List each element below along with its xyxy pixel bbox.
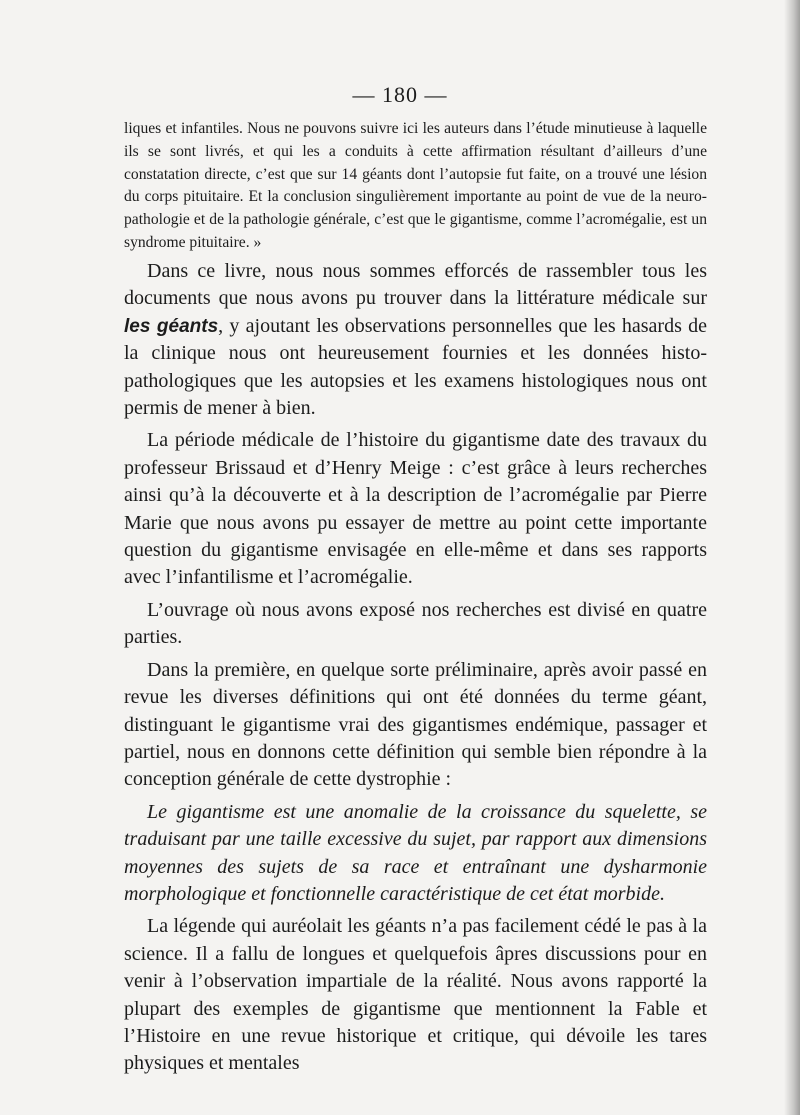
paragraph-1-start: Dans ce livre, nous nous sommes efforcés de rassembler tous les documents que nous avons pu trouver dans la littérature médicale sur	[124, 260, 707, 310]
definition-paragraph: Le gigantisme est une anomalie de la croissance du squelette, se traduisant par une taille excessive du sujet, par rapport aux dimensions moyennes des sujets de sa race et entraînant une dysharmonie morphologique et fonctionnelle caractéristique de cet état morbide.	[124, 800, 707, 905]
body-text	[124, 258, 707, 1083]
paragraph-6: La légende qui auréolait les géants n’a pas facilement cédé le pas à la science. Il a fallu de longues et quelquefois âpres discussions pour en venir à l’observation impartiale de la réalité. Nous avons rapporté la plupart des exemples de gigantisme que mentionnent la Fable et l’Histoire en une revue historique et critique, qui dévoile les tares physiques et mentales	[124, 915, 707, 1075]
paragraph-1	[124, 258, 707, 422]
quote-text: liques et infantiles. Nous ne pouvons suivre ici les auteurs dans l’étude minutieuse à laquelle ils se sont livrés, et qui les a conduits à cette affirmation résultant d’ailleurs d’une constatation directe, c’est que sur 14 géants dont l’autopsie fut faite, on a trouvé une lésion du corps pituitaire. Et la conclusion singulièrement importante au point de vue de la neuro-pathologie et de la pathologie générale, c’est que le gigantisme, comme l’acromégalie, est un syndrome pituitaire. »	[124, 120, 707, 251]
page-number: — 180 —	[352, 82, 448, 107]
paragraph-2: La période médicale de l’histoire du gigantisme date des travaux du professeur Brissaud et d’Henry Meige : c’est grâce à leurs recherches ainsi qu’à la découverte et à la description de l’acromégalie par Pierre Marie que nous avons pu essayer de mettre au point cette importante question du gigantisme envisagée en elle-même et dans ses rapports avec l’infantilisme et l’acromégalie.	[124, 429, 707, 589]
page-edge-shadow	[784, 0, 800, 1115]
paragraph-4: Dans la première, en quelque sorte préliminaire, après avoir passé en revue les diverses définitions qui ont été données du terme géant, distinguant le gigantisme vrai des gigantismes endémique, passager et partiel, nous en donnons cette définition qui semble bien répondre à la conception générale de cette dystrophie :	[124, 658, 707, 791]
emphasized-term: les géants	[124, 315, 219, 337]
quoted-passage	[124, 118, 707, 255]
paragraph-3: L’ouvrage où nous avons exposé nos recherches est divisé en quatre parties.	[124, 598, 707, 649]
paragraph-1-end: , y ajoutant les observations personnelles que les hasards de la clinique nous ont heureusement fournies et les données histo-pathologiques que les autopsies et les examens histologiques nous ont permis de mener à bien.	[124, 314, 707, 420]
